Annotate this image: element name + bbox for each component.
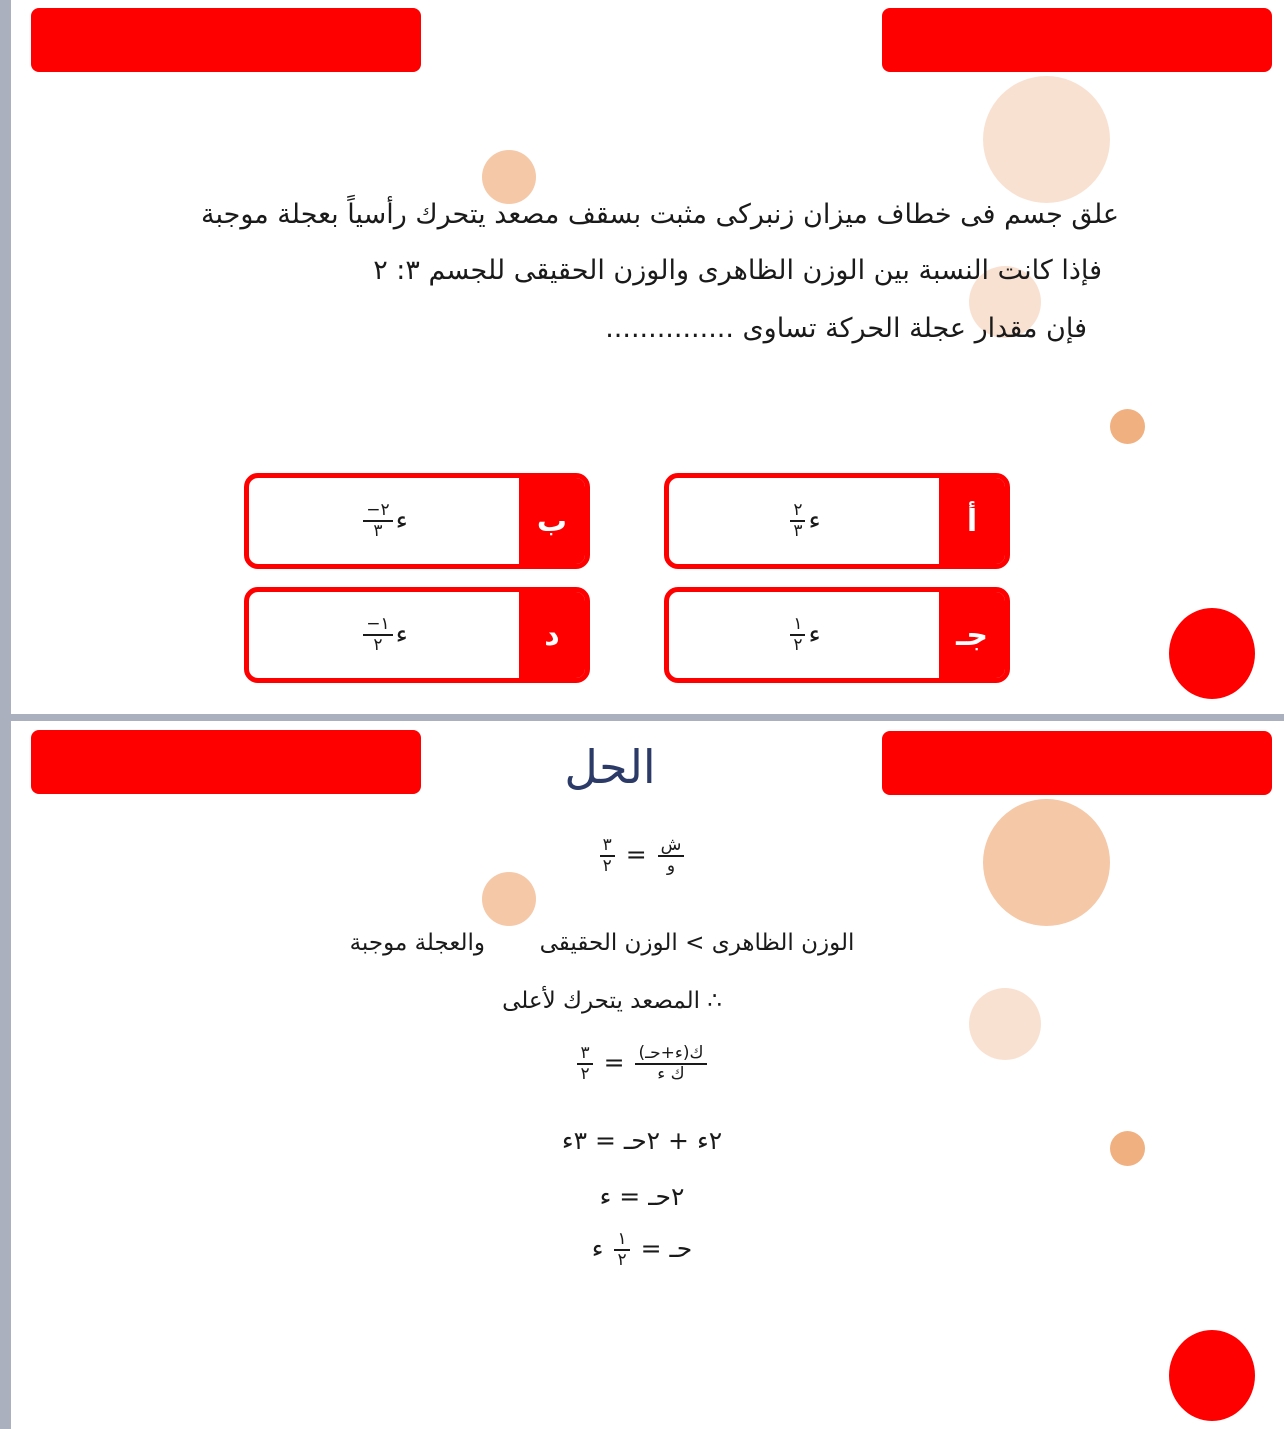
solution-eq-1: $\frac{٣}{٢}$ = $\frac{\text{ش}}{\text{و}}$ — [0, 836, 1284, 876]
option-b-value: $\frac{-٢}{٣}$ ء — [249, 478, 519, 564]
solution-eq-3: ٢ء + ٢حـ = ٣ء — [561, 1126, 723, 1155]
solution-title: الحل — [564, 740, 656, 794]
decor-dot-orange — [1110, 409, 1145, 444]
decor-circle-small-2 — [482, 872, 536, 926]
question-line-1: علق جسم فى خطاف ميزان زنبركى مثبت بسقف مصعد يتحرك رأسياً بعجلة موجبة — [201, 199, 1119, 230]
decor-circle-red-2 — [1169, 1330, 1255, 1421]
option-a-value: $\frac{٢}{٣}$ ء — [669, 478, 939, 564]
top-right-banner — [882, 8, 1272, 72]
decor-circle-red — [1169, 608, 1255, 699]
option-b-letter: ب — [519, 478, 585, 564]
question-line-3: فإن مقدار عجلة الحركة تساوى ............... — [605, 313, 1087, 344]
option-c-value: $\frac{١}{٢}$ ء — [669, 592, 939, 678]
option-d-letter: د — [519, 592, 585, 678]
option-c[interactable] — [664, 587, 1010, 683]
option-d-value: $\frac{-١}{٢}$ ء — [249, 592, 519, 678]
solution-line-2: الوزن الظاهرى > الوزن الحقيقى والعجلة موجبة — [349, 930, 855, 956]
question-block — [0, 186, 1284, 346]
option-a[interactable] — [664, 473, 1010, 569]
top-left-banner — [31, 8, 421, 72]
option-c-letter: جـ — [939, 592, 1005, 678]
solution-eq-5: حـ = $\frac{١}{٢}$ ء — [591, 1229, 693, 1270]
solution-eq-2: $\frac{٣}{٢}$ = $\frac{\text{ك(ء+حـ)}}{\text{ك ء}}$ — [0, 1044, 1284, 1084]
solution-eq-4: ٢حـ = ء — [599, 1182, 685, 1211]
solution-line-3: ∴ المصعد يتحرك لأعلى — [502, 988, 722, 1014]
decor-circle-large — [983, 76, 1110, 203]
option-b[interactable] — [244, 473, 590, 569]
question-line-2: فإذا كانت النسبة بين الوزن الظاهرى والوزن الحقيقى للجسم ٣: ٢ — [373, 255, 1102, 286]
solution-right-banner — [882, 731, 1272, 795]
option-d[interactable] — [244, 587, 590, 683]
option-a-letter: أ — [939, 478, 1005, 564]
solution-left-banner — [31, 730, 421, 794]
slide-divider — [0, 714, 1284, 721]
